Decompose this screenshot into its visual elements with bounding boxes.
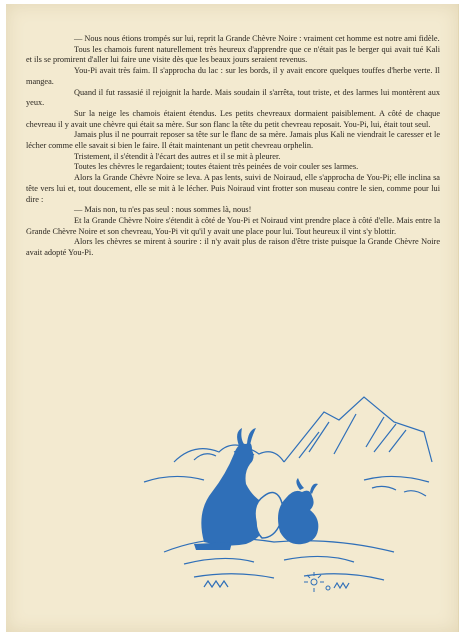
book-page	[6, 4, 459, 632]
goat-icon	[194, 428, 267, 550]
paragraph: Et la Grande Chèvre Noire s'étendit à côté de You-Pi et Noiraud vint prendre place à côté d'elle. Mais entre la Grande Chèvre Noire et son chevreau, You-Pi vit qu'il y avait une place pour lui. Tout heureux il vint s'y blottir.	[26, 215, 440, 236]
paragraph: — Mais non, tu n'es pas seul : nous sommes là, nous!	[74, 205, 252, 215]
paragraph: Quand il fut rassasié il rejoignit la harde. Mais soudain il s'arrêta, tout triste, et des larmes lui montèrent aux yeux.	[26, 87, 440, 108]
kid-goat-icon	[255, 478, 318, 544]
paragraph: — Nous nous étions trompés sur lui, reprit la Grande Chèvre Noire : vraiment cet homme est notre ami fidèle.	[74, 34, 440, 43]
paragraph: Sur la neige les chamois étaient étendus. Les petits chevreaux dormaient paisiblement. A côté de chaque chevreau il y avait une chèvre qui était sa mère. Sur son flanc la tête du petit chevreau reposait. You-Pi, lui, était tout seul.	[26, 108, 440, 129]
paragraph: Jamais plus il ne pourrait reposer sa tête sur le flanc de sa mère. Jamais plus Kali ne viendrait le caresser et le lécher comme elle savait si bien le faire. Il était maintenant un petit chevreau orphelin.	[26, 130, 440, 151]
paragraph: Tristement, il s'étendit à l'écart des autres et il se mit à pleurer.	[74, 151, 281, 161]
goats-illustration	[134, 392, 434, 602]
mountain-icon	[144, 397, 432, 496]
paragraph: You-Pi avait très faim. Il s'approcha du lac : sur les bords, il y avait encore quelques touffes d'herbe verte. Il mangea.	[26, 66, 440, 86]
story-text	[26, 34, 440, 259]
paragraph: Toutes les chèvres le regardaient; toutes étaient très peinées de voir couler ses larmes.	[74, 162, 359, 172]
paragraph: Alors les chèvres se mirent à sourire : il n'y avait plus de raison d'être triste puisque la Grande Chèvre Noire avait adopté You-Pi.	[26, 237, 440, 258]
paragraph: Tous les chamois furent naturellement très heureux d'apprendre que ce n'était pas le berger qui avait tué Kali et ils se promirent d'aller lui faire une visite dès que les beaux jours seraient revenus.	[26, 44, 440, 65]
paragraph: Alors la Grande Chèvre Noire se leva. A pas lents, suivi de Noiraud, elle s'approcha de You-Pi; elle inclina sa tête vers lui et, tout doucement, elle se mit à le lécher. Puis Noiraud vint frotter son museau contre le sien, comme pour lui dire :	[26, 173, 440, 204]
